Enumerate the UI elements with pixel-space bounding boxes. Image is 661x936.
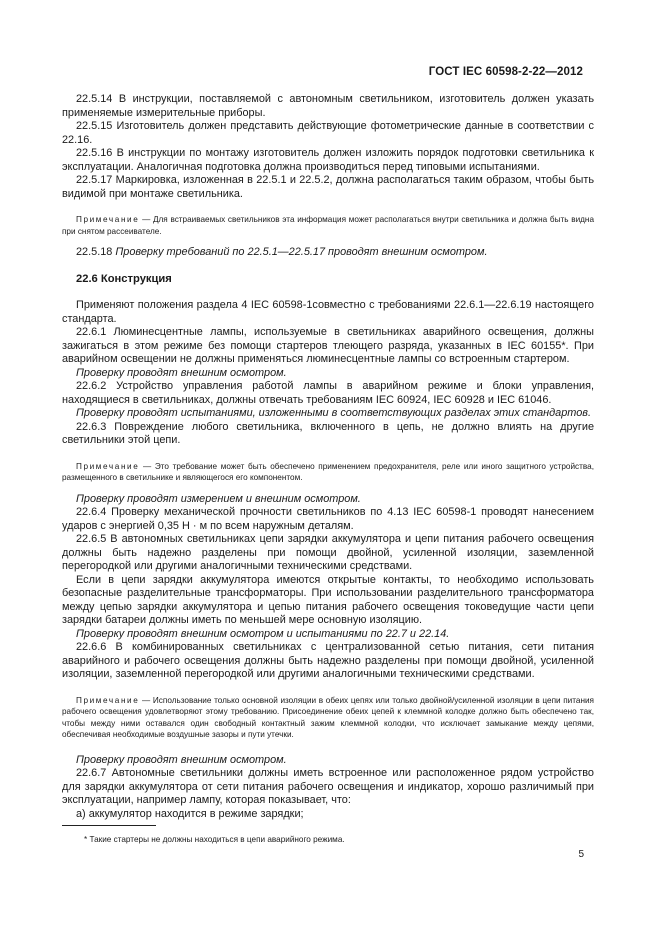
note-3 (62, 695, 594, 741)
paragraph-battery-contacts: Если в цепи зарядки аккумулятора имеются открытые контакты, то необходимо использовать безопасные разделительные трансформаторы. При использовании разделительного трансформатора между цепью зарядки аккумулятора и цепью питания рабочего освещения токоведущие части цепи зарядки батареи должны иметь по меньшей мере основную изоляцию. (62, 573, 594, 626)
note-label: Примечание (76, 695, 140, 705)
document-header: ГОСТ IEC 60598-2-22—2012 (428, 66, 583, 78)
paragraph-22-5-17: 22.5.17 Маркировка, изложенная в 22.5.1 и 22.5.2, должна располагаться таким образом, чтобы быть видимой при монтаже светильника. (62, 174, 594, 200)
paragraph-intro: Применяют положения раздела 4 IEC 60598-1совместно с требованиями 22.6.1—22.6.19 настоящего стандарта. (62, 299, 594, 325)
verification-text: Проверку проводят внешним осмотром. (76, 753, 287, 766)
verification-text: Проверку проводят измерением и внешним осмотром. (76, 492, 361, 505)
footnote: * Такие стартеры не должны находиться в цепи аварийного режима. (84, 835, 345, 844)
paragraph-22-5-16: 22.5.16 В инструкции по монтажу изготовитель должен изложить порядок подготовки светильника к эксплуатации. Аналогичная подготовка должна производиться перед типовыми испытаниями. (62, 147, 594, 173)
note-text: — Для встраиваемых светильников эта информация может располагаться внутри светильника и должна быть видна при снятом рассеивателе. (62, 215, 594, 236)
paragraph-22-6-3: 22.6.3 Повреждение любого светильника, включенного в цепь, не должно влиять на другие светильники этой цепи. (62, 420, 594, 446)
paragraph-22-5-15: 22.5.15 Изготовитель должен представить действующие фотометрические данные в соответствии с 22.16. (62, 120, 594, 146)
note-text: — Это требование может быть обеспечено применением предохранителя, реле или иного защитного устройства, размещенного в светильнике и являющегося его компонентом. (62, 461, 594, 482)
paragraph-22-6-6: 22.6.6 В комбинированных светильниках с централизованной сетью питания, сети питания аварийного и рабочего освещения должны быть надежно разделены при помощи двойной, усиленной изоляции, заземленной перегородкой или другими аналогичными техническими средствами. (62, 641, 594, 680)
paragraph-22-6-4: 22.6.4 Проверку механической прочности светильников по 4.13 IEC 60598-1 проводят нанесением ударов с энергией 0,35 Н · м по всем наружным деталям. (62, 506, 594, 532)
note-label: Примечание (76, 461, 140, 471)
page-number: 5 (578, 849, 584, 860)
footnote-separator (62, 825, 156, 826)
clause-text: Проверку требований по 22.5.1—22.5.17 проводят внешним осмотром. (115, 246, 488, 258)
paragraph-22-6-7: 22.6.7 Автономные светильники должны иметь встроенное или расположенное рядом устройство для зарядки аккумулятора от сети питания рабочего освещения и индикатор, хорошо различимый при эксплуатации, например лампу, которая показывает, что: (62, 767, 594, 806)
note-2 (62, 461, 594, 484)
paragraph-22-6-5: 22.6.5 В автономных светильниках цепи зарядки аккумулятора и цепи питания рабочего освещения должны быть надежно разделены при помощи двойной, усиленной изоляции, заземленной перегородкой или другими аналогичными техническими средствами. (62, 533, 594, 572)
paragraph-22-6-2: 22.6.2 Устройство управления работой лампы в аварийном режиме и блоки управления, находящиеся в светильниках, должны отвечать требованиям IEC 60924, IEC 60928 и IEC 61046. (62, 380, 594, 406)
paragraph-22-6-1: 22.6.1 Люминесцентные лампы, используемые в светильниках аварийного освещения, должны зажигаться в этом режиме без помощи стартеров тлеющего разряда, указанных в IEC 60155*. При аварийном освещении не должны применяться люминесцентные лампы со встроенным стартером. (62, 326, 594, 365)
list-item-a: а) аккумулятор находится в режиме зарядки; (76, 807, 304, 820)
note-1 (62, 214, 594, 237)
note-text: — Использование только основной изоляции в обеих цепях или только двойной/усиленной изоляции в цепи питания рабочего освещения удовлетворяют этому требованию. Присоединение обеих цепей к клеммной колодке должно быть обеспечено так, чтобы между ними оставался один свободный контактный зажим клеммной колодки, что исключает замыкание между цепями, обеспечивая необходимые воздушные зазоры и пути утечки. (62, 695, 594, 739)
document-body (62, 93, 594, 845)
clause-number: 22.5.18 (76, 246, 113, 258)
note-label: Примечание (76, 215, 140, 224)
section-heading: 22.6 Конструкция (76, 272, 172, 285)
paragraph-22-5-14: 22.5.14 В инструкции, поставляемой с автономным светильником, изготовитель должен указать применяемые измерительные приборы. (62, 93, 594, 119)
verification-text: Проверку проводят внешним осмотром и испытаниями по 22.7 и 22.14. (76, 627, 450, 640)
verification-text: Проверку проводят внешним осмотром. (76, 366, 287, 379)
verification-text: Проверку проводят испытаниями, изложенными в соответствующих разделах этих стандартов. (76, 407, 592, 419)
paragraph-22-5-18 (62, 246, 594, 260)
